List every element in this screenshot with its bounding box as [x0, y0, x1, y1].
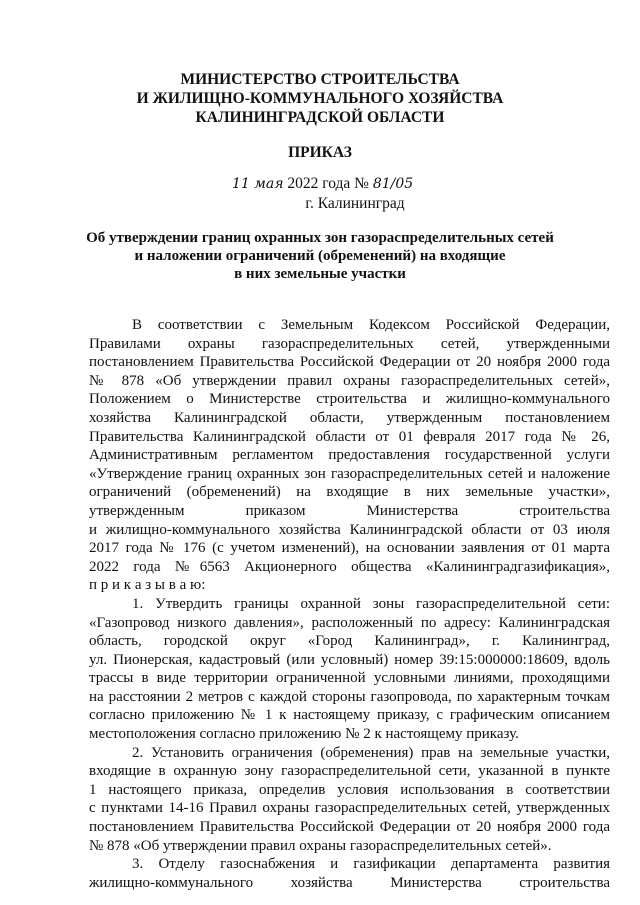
order-title: ПРИКАЗ [288, 144, 352, 161]
body-line: В соответствии с Земельным Кодексом Российской Федерации, [132, 317, 610, 333]
handwritten-number: 81/05 [372, 176, 414, 192]
body-line: и жилищно-коммунального хозяйства Калининградской области от 03 июля [89, 521, 610, 538]
ministry-line: КАЛИНИНГРАДСКОЙ ОБЛАСТИ [195, 109, 445, 126]
body-line: № 878 «Об утверждении правил охраны газораспределительных сетей», [89, 372, 610, 389]
body-line: трассы в виде территории ограниченной условными линиями, проходящими [89, 670, 610, 687]
body-line: с пунктами 14-16 Правил охраны газораспределительных сетей, утвержденных [89, 800, 610, 817]
handwritten-date: 11 мая [232, 176, 284, 192]
body-line: утвержденным приказом Министерства строительства [89, 502, 610, 519]
body-line: хозяйства Калининградской области, утвержденным постановлением [89, 409, 610, 426]
item-3-line: 3. Отделу газоснабжения и газификации департамента развития [132, 856, 610, 873]
body-line: постановлением Правительства Российской Федерации от 20 ноября 2000 года [89, 819, 610, 836]
body-line: ограничений (обременений) на входящие в них земельные участки», [89, 484, 610, 501]
body-line: Правилами охраны газораспределительных сетей, утвержденными [89, 335, 610, 352]
body-line: 2017 года № 176 (с учетом изменений), на основании заявления от 01 марта [89, 540, 610, 557]
body-line: № 878 «Об утверждении правил охраны газораспределительных сетей». [89, 837, 552, 854]
body-line: 2022 года №6563 Акционерного общества «Калининградгазификация», [89, 558, 610, 575]
body-line: область, городской округ «Город Калининград», г. Калининград, [89, 633, 610, 650]
prikazyvayu-line: п р и к а з ы в а ю: [89, 577, 206, 594]
body-line: жилищно-коммунального хозяйства Министерства строительства [89, 874, 610, 891]
body-line: «Газопровод низкого давления», расположенный по адресу: Калининградская [89, 614, 610, 631]
body-line: Правительства Калининградской области от 01 февраля 2017 года № 26, [89, 428, 610, 445]
ministry-line: МИНИСТЕРСТВО СТРОИТЕЛЬСТВА [180, 71, 460, 88]
body-line: Административным регламентом предоставления государственной услуги [89, 447, 610, 464]
body-line: «Утверждение границ охранных зон газораспределительных сетей и наложение [89, 465, 610, 482]
body-line: местоположения согласно приложению № 2 к настоящему приказу. [89, 726, 519, 743]
body-line: входящие в охранную зону газораспределительной сети, указанной в пункте [89, 763, 610, 780]
ministry-line: И ЖИЛИЩНО-КОММУНАЛЬНОГО ХОЗЯЙСТВА [136, 90, 504, 107]
body-line: постановлением Правительства Российской Федерации от 20 ноября 2000 года [89, 354, 610, 371]
body-line: на расстоянии 2 метров с каждой стороны газопровода, по характерным точкам [89, 688, 610, 705]
ministry-header [0, 70, 640, 127]
order-body [89, 316, 610, 892]
body-line: согласно приложению № 1 к настоящему приказу, с графическим описанием [89, 707, 610, 724]
body-line: 1 настоящего приказа, определив условия использования в соответствии [89, 781, 610, 798]
item-1-line: 1. Утвердить границы охранной зоны газораспределительной сети: [132, 595, 610, 612]
order-subject [0, 229, 640, 283]
order-city: г. Калининград [305, 195, 405, 212]
item-2-line: 2. Установить ограничения (обременения) прав на земельные участки, [132, 744, 610, 761]
body-line: ул. Пионерская, кадастровый (или условный) номер 39:15:000000:18609, вдоль [89, 651, 610, 668]
body-line: Положением о Министерстве строительства и жилищно-коммунального [89, 391, 610, 408]
date-text: 2022 года № [287, 175, 369, 192]
order-date-line [232, 175, 413, 193]
subject-line: Об утверждении границ охранных зон газораспределительных сетей [86, 230, 554, 246]
subject-line: и наложении ограничений (обременений) на входящие [134, 248, 506, 264]
subject-line: в них земельные участки [234, 266, 406, 282]
